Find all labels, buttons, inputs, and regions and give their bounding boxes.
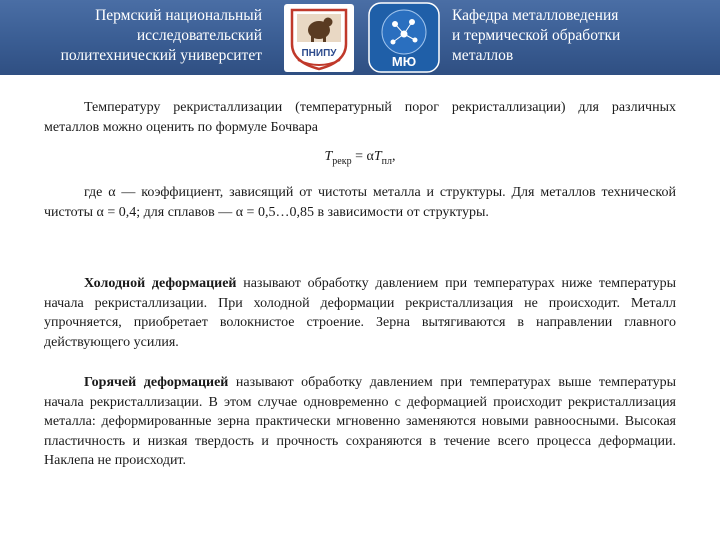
formula-rhs: T: [373, 149, 382, 164]
university-name-line: исследовательский: [136, 27, 262, 44]
logo-right-text: МЮ: [391, 54, 417, 69]
department-name: [452, 6, 712, 66]
slide-body: [44, 98, 676, 471]
formula-lhs: T: [324, 149, 333, 164]
department-name-line: Кафедра металловедения: [452, 7, 619, 24]
formula-rhs-sub: пл: [381, 155, 392, 167]
pnipu-logo: [284, 4, 354, 72]
intro-paragraph: Температуру рекристаллизации (температурный порог рекристаллизации) для различных металлов можно оценить по формуле Бочвара: [44, 100, 676, 135]
cold-deformation-paragraph: [44, 274, 676, 352]
department-name-line: и термической обработки: [452, 27, 621, 44]
hot-deformation-text: называют обработку давлением при температурах выше температуры начала рекристаллизации. В этом случае одновременно с деформацией происходит рекристаллизация металла: деформированные зерна практически мгновенно заменяются новыми равноосными. Высокая пластичность и низкая твердость и прочность сохраняются в течение всего процесса деформации. Наклепа не происходит.: [44, 375, 676, 469]
hot-deformation-term: Горячей деформацией: [84, 375, 229, 391]
hot-deformation-paragraph: [44, 373, 676, 471]
mio-logo: [368, 2, 440, 73]
cold-deformation-term: Холодной деформацией: [84, 276, 237, 292]
header-bar: [0, 0, 720, 75]
university-name-line: Пермский национальный: [95, 7, 262, 24]
cold-deformation-text: называют обработку давлением при температурах ниже температуры начала рекристаллизации. При холодной деформации рекристаллизация не происходит. Металл упрочняется, приобретает волокнистое строение. Зерна вытягиваются в направлении главного действующего усилия.: [44, 276, 676, 350]
bochvar-formula: [44, 147, 676, 171]
university-name: [0, 6, 262, 66]
university-name-line: политехнический университет: [60, 47, 262, 64]
coefficient-paragraph: где α — коэффициент, зависящий от чистоты металла и структуры. Для металлов технической чистоты α = 0,4; для сплавов — α = 0,5…0,85 в зависимости от структуры.: [44, 185, 676, 220]
formula-equals: =: [351, 149, 367, 164]
logo-left-text: ПНИПУ: [301, 48, 337, 59]
formula-lhs-sub: рекр: [332, 155, 352, 167]
department-name-line: металлов: [452, 47, 514, 64]
formula-tail: ,: [391, 149, 396, 164]
formula-alpha: α: [366, 149, 374, 164]
